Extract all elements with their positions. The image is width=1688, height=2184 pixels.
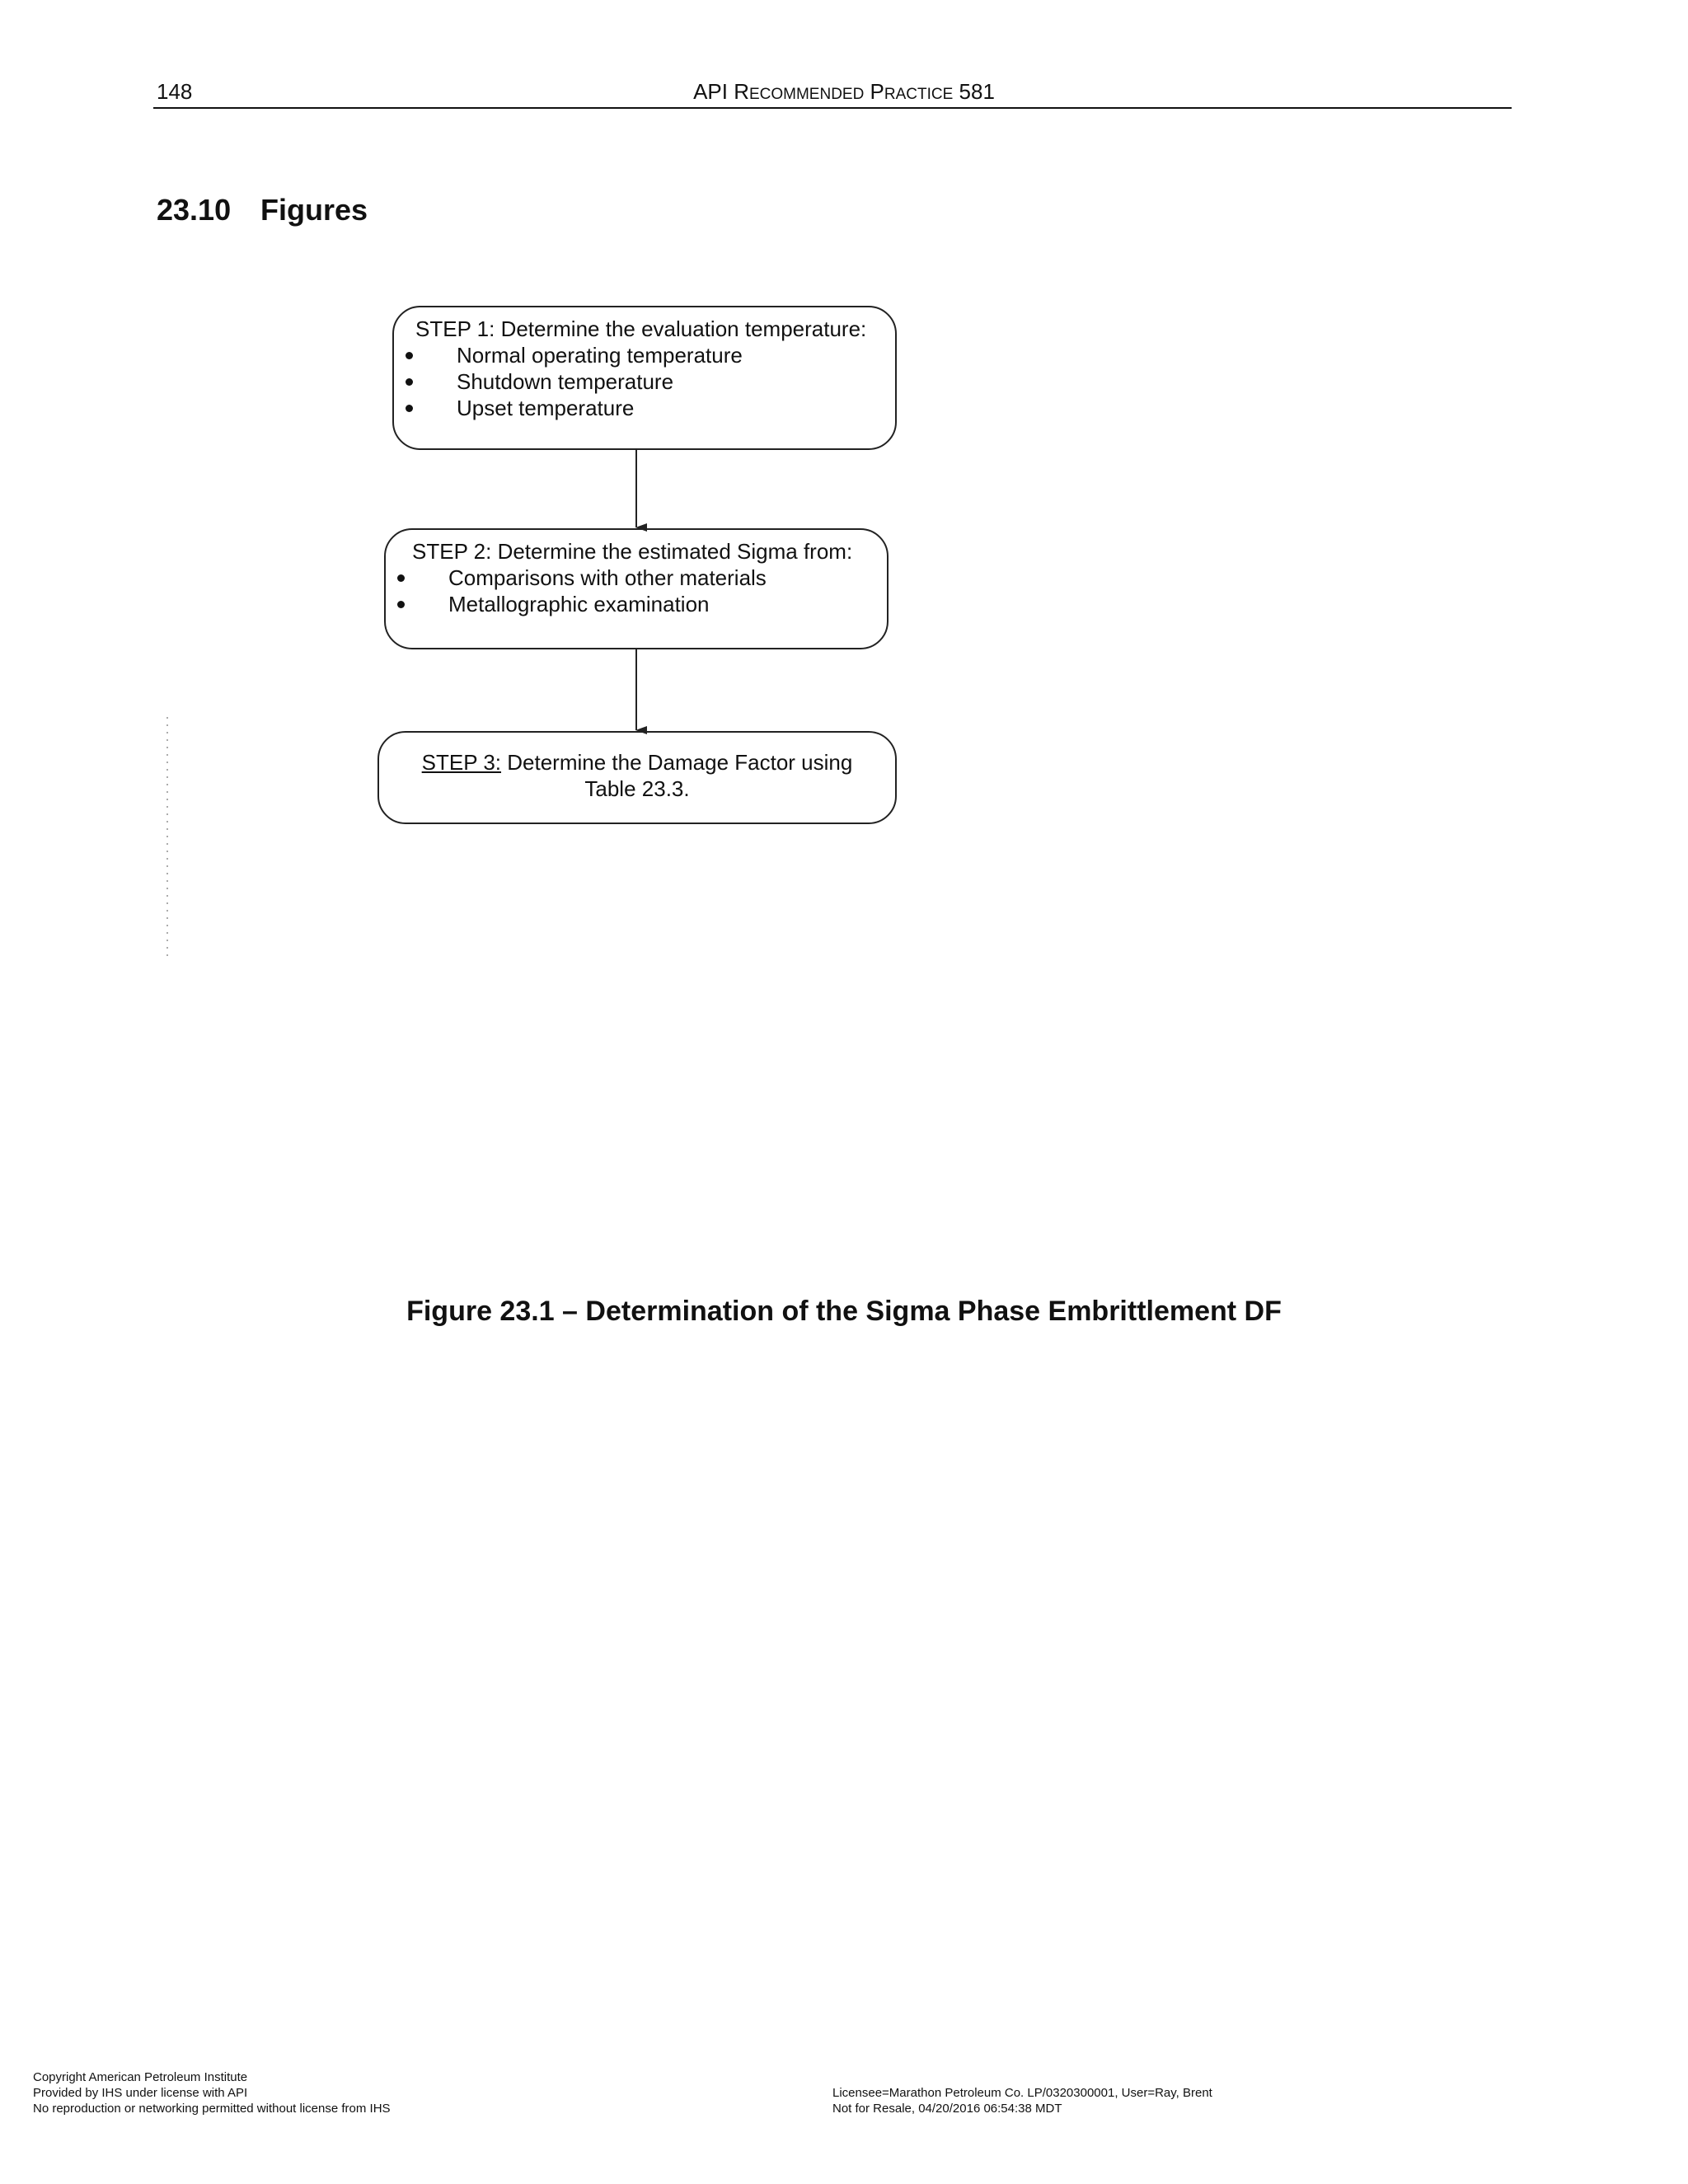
footer-line: Licensee=Marathon Petroleum Co. LP/0320300001, User=Ray, Brent xyxy=(832,2086,1212,2100)
footer-line: Not for Resale, 04/20/2016 06:54:38 MDT xyxy=(832,2102,1062,2116)
footer-license xyxy=(832,2085,1212,2116)
running-title-r: R xyxy=(734,79,749,104)
running-title-ractice: RACTICE xyxy=(884,86,954,103)
section-title: Figures xyxy=(260,193,368,227)
page-number: 148 xyxy=(157,79,193,104)
step2-item-text: Comparisons with other materials xyxy=(448,565,767,590)
footer-line: Provided by IHS under license with API xyxy=(33,2086,248,2100)
step2-title: STEP 2: Determine the estimated Sigma from: xyxy=(412,539,853,564)
running-title-api: API xyxy=(693,79,734,104)
step1-item-text: Normal operating temperature xyxy=(457,343,743,368)
figure-caption: Figure 23.1 – Determination of the Sigma Phase Embrittlement DF xyxy=(406,1296,1282,1327)
footer-line: Copyright American Petroleum Institute xyxy=(33,2070,248,2084)
step3-label: STEP 3: xyxy=(421,750,502,775)
step3-description: Determine the Damage Factor using xyxy=(501,750,853,775)
footer-line: No reproduction or networking permitted without license from IHS xyxy=(33,2102,391,2116)
running-title-ecommended: ECOMMENDED xyxy=(748,86,865,103)
section-number: 23.10 xyxy=(157,193,232,227)
step1-title: STEP 1: Determine the evaluation temperature: xyxy=(415,316,867,341)
step2-item-text: Metallographic examination xyxy=(448,592,710,616)
running-title-p: P xyxy=(864,79,884,104)
step3-description-line2: Table 23.3. xyxy=(584,776,690,801)
step1-item-text: Shutdown temperature xyxy=(457,369,674,394)
scan-artifact-marks xyxy=(166,717,168,956)
step1-item-text: Upset temperature xyxy=(457,396,635,420)
running-title-number: 581 xyxy=(953,79,995,104)
footer-copyright xyxy=(33,2069,391,2116)
